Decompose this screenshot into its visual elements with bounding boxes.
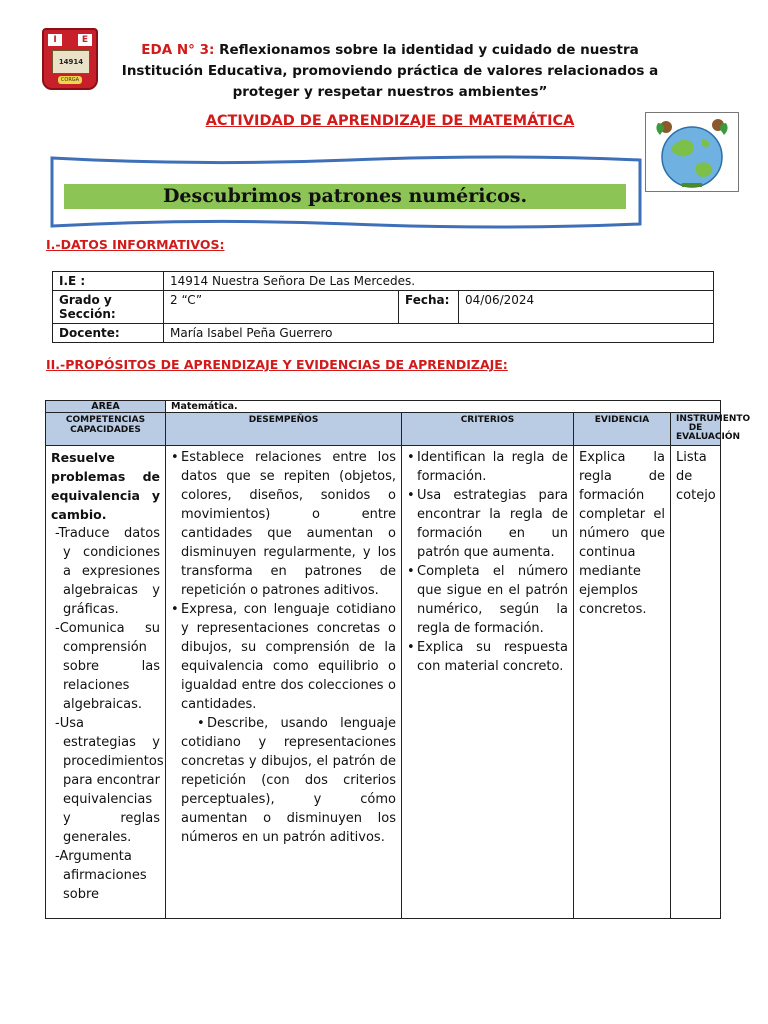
eda-title [110, 40, 670, 103]
criterio-item [407, 448, 568, 486]
fecha-value: 04/06/2024 [459, 291, 714, 324]
bullet-icon: • [197, 716, 205, 731]
grado-value: 2 “C” [164, 291, 399, 324]
header-row [46, 413, 721, 446]
logo-base: CORGA [58, 76, 82, 84]
section-datos-informativos: I.-DATOS INFORMATIVOS: [46, 237, 225, 252]
eda-line2: Institución Educativa, promoviendo práctica de valores relacionados a [121, 63, 659, 79]
eda-line1: Reflexionamos sobre la identidad y cuidado de nuestra [214, 42, 639, 58]
desempeno-item [171, 600, 396, 714]
bullet-icon: • [407, 564, 415, 579]
bullet-icon: • [171, 450, 179, 465]
ie-value: 14914 Nuestra Señora De Las Mercedes. [164, 272, 714, 291]
area-value: Matemática. [166, 401, 721, 413]
bullet-icon: • [407, 640, 415, 655]
header-instrumento: INSTRUMENTO DE EVALUACIÓN [671, 413, 721, 446]
area-label: ÁREA [46, 401, 166, 413]
desempenos-cell [166, 446, 402, 919]
header-desempenos: DESEMPEÑOS [166, 413, 402, 446]
bullet-icon: • [407, 450, 415, 465]
grado-label: Grado y Sección: [53, 291, 164, 324]
docente-value: María Isabel Peña Guerrero [164, 324, 714, 343]
desempeno-item [171, 448, 396, 600]
instrumento-text: Lista de cotejo [676, 450, 716, 503]
docente-label: Docente: [53, 324, 164, 343]
title-banner [50, 152, 644, 232]
evidencia-cell [574, 446, 671, 919]
capacidad-item: -Argumenta afirmaciones sobre [55, 849, 147, 902]
area-row [46, 401, 721, 413]
header-criterios: CRITERIOS [402, 413, 574, 446]
desempeno-text: Establece relaciones entre los datos que se repiten (objetos, colores, diseños, sonidos o movimientos) o entre cantidades que aumentan o disminuyen regularmente, y los transforma en patrones de repetición o patrones aditivos. [181, 450, 396, 598]
logo-letter-e: E [78, 34, 92, 46]
eda-label: EDA N° 3: [141, 42, 215, 58]
capacidad-item: -Comunica su comprensión sobre las relaciones algebraicas. [55, 621, 160, 712]
info-row-ie [53, 272, 714, 291]
eda-line3: proteger y respetar nuestros ambientes” [232, 84, 548, 100]
earth-illustration [645, 112, 739, 192]
school-logo [42, 28, 98, 90]
capacidad-item: -Usa estrategias y procedimientos para encontrar equivalencias y reglas generales. [55, 716, 164, 845]
fecha-label: Fecha: [399, 291, 459, 324]
logo-top [48, 34, 92, 48]
criterio-text: Explica su respuesta con material concreto. [417, 640, 568, 674]
header-evidencia: EVIDENCIA [574, 413, 671, 446]
criterio-text: Identifican la regla de formación. [417, 450, 568, 484]
logo-letter-i: I [48, 34, 62, 46]
criterio-item [407, 638, 568, 676]
desempeno-item [171, 714, 396, 847]
ie-label: I.E : [53, 272, 164, 291]
info-row-grado [53, 291, 714, 324]
competencia-title: Resuelve problemas de equivalencia y cambio. [51, 450, 160, 522]
criterio-text: Completa el número que sigue en el patrón numérico, según la regla de formación. [417, 564, 568, 636]
desempeno-text: Expresa, con lenguaje cotidiano y representaciones concretas o dibujos, su comprensión de la equivalencia como equilibrio o igualdad entre dos colecciones o cantidades. [181, 602, 396, 712]
bullet-icon: • [171, 602, 179, 617]
criterio-text: Usa estrategias para encontrar la regla de formación en un patrón que aumenta. [417, 488, 568, 560]
content-row [46, 446, 721, 919]
evidencia-text: Explica la regla de formación completar el número que continua mediante ejemplos concretos. [579, 450, 665, 617]
criterio-item [407, 562, 568, 638]
instrumento-cell [671, 446, 721, 919]
purposes-table [45, 400, 751, 919]
activity-subtitle: ACTIVIDAD DE APRENDIZAJE DE MATEMÁTICA [205, 113, 575, 129]
bullet-icon: • [407, 488, 415, 503]
section-propositos: II.-PROPÓSITOS DE APRENDIZAJE Y EVIDENCIAS DE APRENDIZAJE: [46, 357, 508, 372]
criterio-item [407, 486, 568, 562]
earth-icon [646, 113, 738, 191]
desempeno-text: Describe, usando lenguaje cotidiano y representaciones concretas y dibujos, el patrón de repetición (con dos criterios perceptuales), y cómo aumentan o disminuyen los números en un patrón aditivos. [181, 716, 396, 845]
info-row-docente [53, 324, 714, 343]
header-competencias: COMPETENCIAS CAPACIDADES [46, 413, 166, 446]
lesson-title: Descubrimos patrones numéricos. [64, 184, 626, 209]
info-table [52, 271, 714, 343]
logo-number: 14914 [52, 50, 90, 74]
capacidad-item: -Traduce datos y condiciones a expresiones algebraicas y gráficas. [55, 526, 160, 617]
criterios-cell [402, 446, 574, 919]
competencias-cell [46, 446, 166, 919]
